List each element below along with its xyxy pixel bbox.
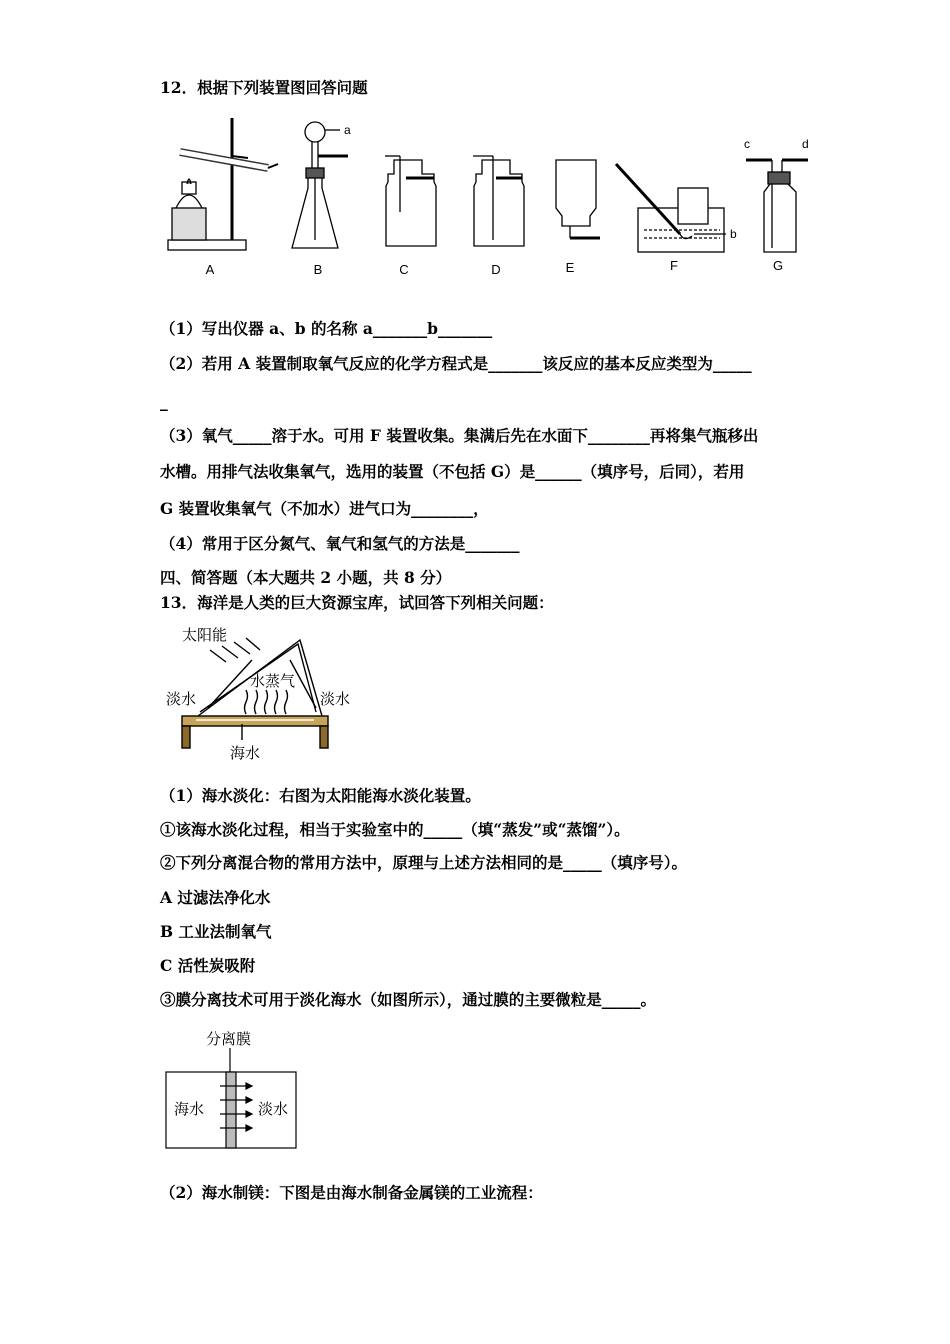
label-d: d: [802, 137, 809, 151]
fresh-water-left-label: 淡水: [166, 691, 197, 708]
apparatus-label-g: G: [772, 258, 784, 273]
section-4-heading: 四、简答题（本大题共 2 小题，共 8 分）: [160, 568, 452, 587]
q12-p4: （4）常用于区分氮气、氧气和氢气的方法是_______: [160, 534, 520, 553]
sea-water-label: 海水: [230, 745, 261, 762]
apparatus-a: [168, 118, 278, 250]
apparatus-f: [616, 164, 726, 252]
q13-p1: （1）海水淡化：右图为太阳能海水淡化装置。: [160, 786, 481, 805]
apparatus-e: [556, 160, 600, 238]
sun-label: 太阳能: [182, 627, 228, 644]
membrane-fresh-water-label: 淡水: [258, 1101, 289, 1118]
q12-p3-line1: （3）氧气_____溶于水。可用 F 装置收集。集满后先在水面下________再将集气瓶移出: [160, 426, 759, 445]
q12-p3-line3: G 装置收集氧气（不加水）进气口为________，: [160, 499, 489, 518]
label-a: a: [344, 123, 351, 137]
q12-p2-cont: _: [160, 392, 168, 411]
membrane-label: 分离膜: [206, 1031, 252, 1048]
q13-p1-c: ③膜分离技术可用于淡化海水（如图所示），通过膜的主要微粒是_____。: [160, 990, 657, 1009]
apparatus-label-e: E: [565, 260, 575, 275]
membrane-figure: [160, 1026, 310, 1156]
q12-p3-line2: 水槽。用排气法收集氧气，选用的装置（不包括 G）是______（填序号，后同），若用: [160, 462, 745, 481]
label-b: b: [730, 227, 737, 241]
label-c: c: [744, 137, 750, 151]
apparatus-c: [385, 156, 436, 246]
apparatus-label-d: D: [491, 262, 501, 277]
q13-option-c: C 活性炭吸附: [160, 956, 256, 975]
q13-option-b: B 工业法制氧气: [160, 922, 272, 941]
apparatus-label-a: A: [205, 262, 215, 277]
apparatus-figure: [160, 112, 820, 282]
q13-option-a: A 过滤法净化水: [160, 888, 271, 907]
q13-p1-a: ①该海水淡化过程，相当于实验室中的_____（填“蒸发”或“蒸馏”）。: [160, 820, 630, 839]
membrane-sea-water-label: 海水: [174, 1101, 205, 1118]
q12-p2: （2）若用 A 装置制取氧气反应的化学方程式是_______该反应的基本反应类型为_____: [160, 354, 752, 373]
solar-desalination-figure: [160, 620, 380, 770]
q13-title: 13．海洋是人类的巨大资源宝库，试回答下列相关问题：: [160, 593, 554, 612]
apparatus-b: [292, 122, 348, 248]
vapor-label: 水蒸气: [250, 673, 296, 690]
apparatus-d: [473, 156, 524, 246]
q13-p2: （2）海水制镁：下图是由海水制备金属镁的工业流程：: [160, 1183, 543, 1202]
apparatus-label-b: B: [313, 262, 323, 277]
q12-title: 12．根据下列装置图回答问题: [160, 78, 368, 97]
apparatus-label-c: C: [399, 262, 409, 277]
apparatus-g: [746, 160, 808, 252]
q13-p1-b: ②下列分离混合物的常用方法中，原理与上述方法相同的是_____（填序号）。: [160, 853, 688, 872]
apparatus-label-f: F: [670, 258, 678, 273]
q12-p1: （1）写出仪器 a、b 的名称 a_______b_______: [160, 319, 493, 338]
fresh-water-right-label: 淡水: [320, 691, 351, 708]
